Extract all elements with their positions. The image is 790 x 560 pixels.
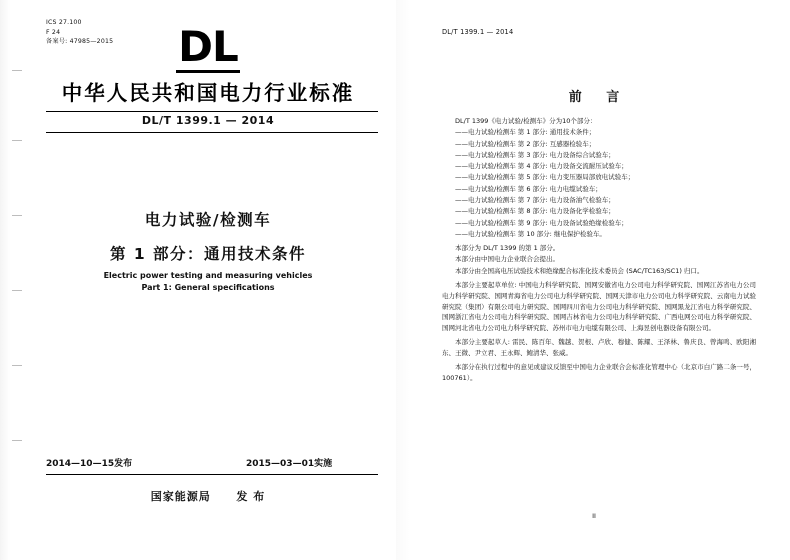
crop-mark — [12, 140, 22, 141]
foreword-paragraph: 本部分主要起草人: 雷民、陈百年、魏越、贺根、卢欣、穆健、陈耀、王泽林、鲁庆良、曾海鸣、欧阳湘东、王微、尹立君、王永辉、鲍清华、张威。 — [442, 338, 756, 358]
foreword-paragraph: ——电力试验/检测车 第 3 部分: 电力设备综合试验车； — [455, 150, 615, 159]
date-divider — [46, 474, 378, 475]
foreword-paragraph: ——电力试验/检测车 第 9 部分: 电力设备试验绝缘检验车； — [455, 218, 628, 227]
foreword-paragraph: ——电力试验/检测车 第 2 部分: 互感器检验车； — [455, 139, 596, 148]
issue-date: 2014—10—15发布 — [46, 459, 133, 469]
foreword-body — [442, 116, 756, 384]
classification-code: F 24 — [46, 28, 61, 36]
crop-mark — [12, 440, 22, 441]
foreword-title: 前 言 — [568, 90, 630, 105]
scan-gutter-shading — [396, 0, 410, 560]
running-header: DL/T 1399.1 — 2014 — [442, 28, 514, 36]
page-number: II — [592, 512, 596, 520]
crop-mark — [12, 365, 22, 366]
standard-number: DL/T 1399.1 — 2014 — [141, 114, 275, 127]
foreword-paragraph: 本部分由中国电力企业联合会提出。 — [455, 255, 559, 264]
foreword-paragraph: ——电力试验/检测车 第 8 部分: 电力设备化学检验车； — [455, 207, 615, 216]
crop-mark — [12, 290, 22, 291]
title-divider — [46, 111, 378, 112]
foreword-paragraph: ——电力试验/检测车 第 10 部分: 继电保护检验车。 — [455, 229, 606, 238]
effective-date: 2015—03—01实施 — [246, 459, 333, 469]
foreword-paragraph: ——电力试验/检测车 第 5 部分: 电力变压器局部放电试验车； — [455, 173, 635, 182]
crop-mark — [12, 215, 22, 216]
publisher-block — [28, 488, 388, 504]
foreword-paragraph: ——电力试验/检测车 第 4 部分: 电力设备交流耐压试验车； — [455, 162, 628, 171]
dl-logo-text: DL — [178, 22, 238, 71]
publisher-action: 发 布 — [236, 490, 266, 503]
standard-number-divider — [46, 132, 378, 133]
cover-page — [28, 8, 388, 548]
foreword-paragraph: 本部分为 DL/T 1399 的第 1 部分。 — [455, 244, 560, 253]
ics-code: ICS 27.100 — [46, 19, 82, 26]
subject-block — [28, 208, 388, 264]
english-title-line-2: Part 1: General specifications — [141, 283, 275, 292]
subject-line-2: 第 1 部分：通用技术条件 — [109, 245, 307, 263]
record-number: 备案号: 47985—2015 — [46, 38, 114, 46]
foreword-paragraph: 本部分在执行过程中的意见或建议反馈至中国电力企业联合会标准化管理中心（北京市白广路二条一号，100761）。 — [442, 363, 756, 383]
foreword-paragraph: ——电力试验/检测车 第 1 部分: 通用技术条件； — [455, 128, 596, 137]
foreword-paragraph: 本部分由全国高电压试验技术和绝缘配合标准化技术委员会 (SAC/TC163/SC1) 归口。 — [455, 266, 704, 275]
english-title — [28, 270, 388, 294]
subject-line-1: 电力试验/检测车 — [144, 211, 272, 229]
foreword-page — [420, 24, 768, 534]
page-title: 中华人民共和国电力行业标准 — [61, 81, 355, 105]
foreword-paragraph: ——电力试验/检测车 第 7 部分: 电力设备油气检验车； — [455, 195, 615, 204]
crop-mark — [12, 70, 22, 71]
scan-edge-shading — [0, 0, 10, 560]
foreword-paragraph: DL/T 1399《电力试验/检测车》分为10个部分： — [455, 117, 597, 125]
publisher-name: 国家能源局 — [150, 490, 211, 503]
foreword-paragraph: 本部分主要起草单位: 中国电力科学研究院、国网安徽省电力公司电力科学研究院、国网江苏省电力公司电力科学研究院、国网青海省电力公司电力科学研究院、国网天津市电力公司电力科学研究院、云南电力试验研究院（集团）有限公司电力研究院、国网四川省电力公司电力科学研究院、国网黑龙江省电力科学研究院、国网浙江省电力公司电力科学研究院、国网吉林省电力公司电力科学研究院、广西电网公司电力科学研究院、国网河北省电力公司电力科学研究院、苏州市电力电缆有限公司、上海昱创电器设备有限公司。 — [442, 280, 756, 333]
english-title-line-1: Electric power testing and measuring vehicles — [103, 271, 313, 280]
foreword-paragraph: ——电力试验/检测车 第 6 部分: 电力电缆试验车； — [455, 184, 602, 193]
